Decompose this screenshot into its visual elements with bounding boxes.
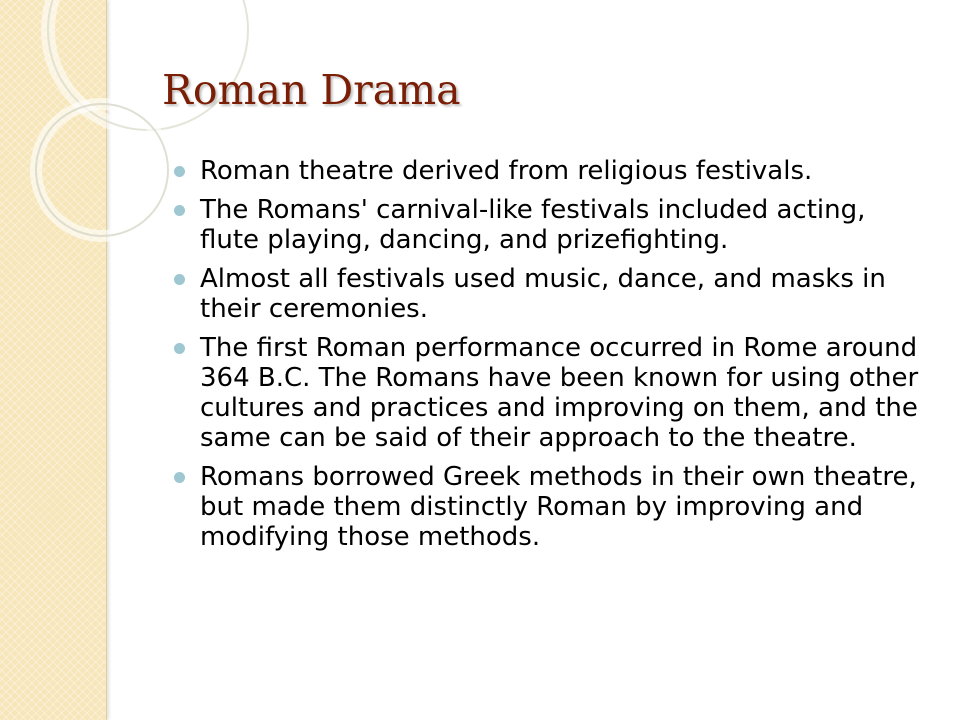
bullet-text: Romans borrowed Greek methods in their own theatre, but made them distinctly Roman by improving and modifying those methods. xyxy=(200,462,917,552)
bullet-dot-icon xyxy=(174,343,185,354)
bullet-dot-icon xyxy=(174,205,185,216)
bullet-dot-icon xyxy=(174,166,185,177)
bullet-dot-icon xyxy=(174,274,185,285)
bullet-item xyxy=(170,195,930,255)
bullet-dot-icon xyxy=(174,472,185,483)
bullet-item xyxy=(170,264,930,324)
bullet-item xyxy=(170,156,930,186)
slide-title: Roman Drama xyxy=(162,66,461,114)
bullet-item xyxy=(170,462,930,552)
bullet-text: The Romans' carnival-like festivals included acting, flute playing, dancing, and prizefighting. xyxy=(200,195,866,255)
bullet-text: Roman theatre derived from religious festivals. xyxy=(200,156,813,186)
bullet-text: The first Roman performance occurred in Rome around 364 B.C. The Romans have been known for using other cultures and practices and improving on them, and the same can be said of their approach to the theatre. xyxy=(200,333,919,453)
bullet-list xyxy=(170,156,930,561)
bullet-text: Almost all festivals used music, dance, and masks in their ceremonies. xyxy=(200,264,886,324)
bullet-item xyxy=(170,333,930,453)
